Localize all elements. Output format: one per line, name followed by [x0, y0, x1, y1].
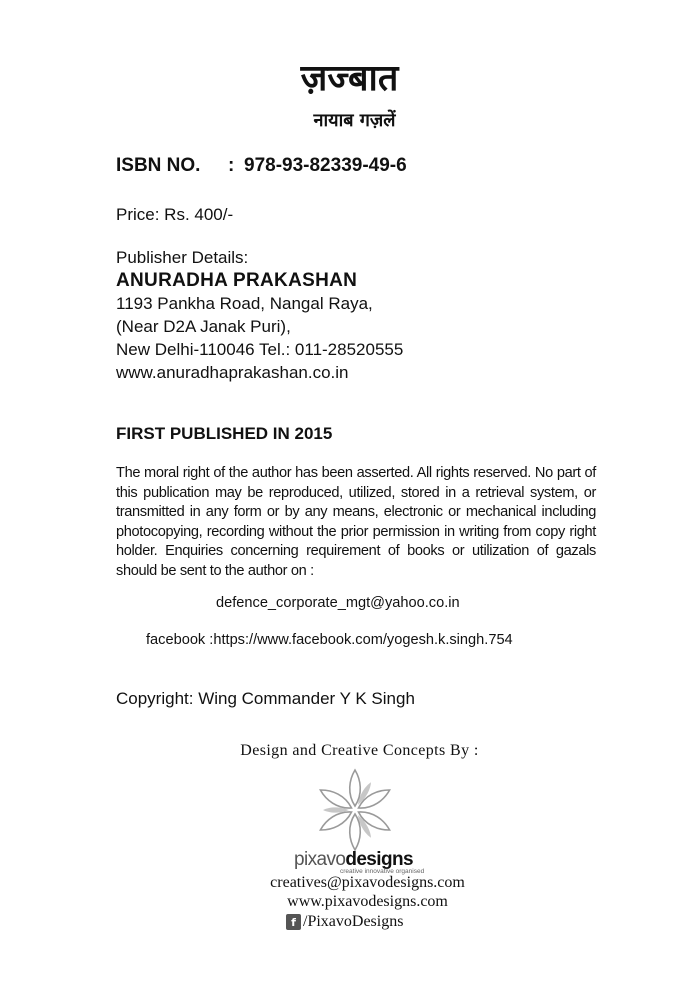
publisher-name: ANURADHA PRAKASHAN — [116, 270, 358, 291]
publisher-address-line2: (Near D2A Janak Puri), — [116, 317, 291, 336]
isbn-value: 978-93-82339-49-6 — [244, 155, 407, 176]
brand-part1: pixavo — [294, 849, 346, 870]
isbn-separator: : — [228, 155, 235, 176]
brand-part2: designs — [345, 849, 413, 870]
rights-notice: The moral right of the author has been asserted. All rights reserved. No part of this publication may be reproduced, utilized, stored in a retrieval system, or transmitted in any form or by any means, electronic or mechanical including photocopying, recording without the prior permission in writing from copy right holder. Enquiries concerning requirement of books or utilization of gazals should be sent to the author on : — [116, 465, 596, 579]
book-title: ज़ज्बात — [300, 58, 399, 99]
isbn-label: ISBN NO. — [116, 155, 201, 176]
designer-facebook — [286, 913, 403, 931]
author-email: defence_corporate_mgt@yahoo.co.in — [216, 595, 460, 611]
facebook-handle: /PixavoDesigns — [303, 913, 404, 930]
author-facebook: facebook :https://www.facebook.com/yogesh.k.singh.754 — [146, 632, 513, 648]
copyright: Copyright: Wing Commander Y K Singh — [116, 689, 415, 708]
publisher-address-line3: New Delhi-110046 Tel.: 011-28520555 — [116, 340, 404, 359]
isbn-line — [116, 155, 407, 177]
publisher-heading: Publisher Details: — [116, 248, 249, 267]
first-published: FIRST PUBLISHED IN 2015 — [116, 424, 333, 443]
facebook-icon: f — [286, 914, 301, 930]
designer-website: www.pixavodesigns.com — [287, 893, 448, 910]
price: Price: Rs. 400/- — [116, 205, 234, 224]
designer-email: creatives@pixavodesigns.com — [270, 874, 465, 891]
brand-tagline: creative innovative organised — [340, 868, 425, 875]
publisher-website: www.anuradhaprakashan.co.in — [116, 363, 349, 382]
design-heading: Design and Creative Concepts By : — [240, 742, 479, 759]
publisher-address-line1: 1193 Pankha Road, Nangal Raya, — [116, 294, 373, 313]
book-subtitle: नायाब गज़लें — [313, 110, 396, 131]
